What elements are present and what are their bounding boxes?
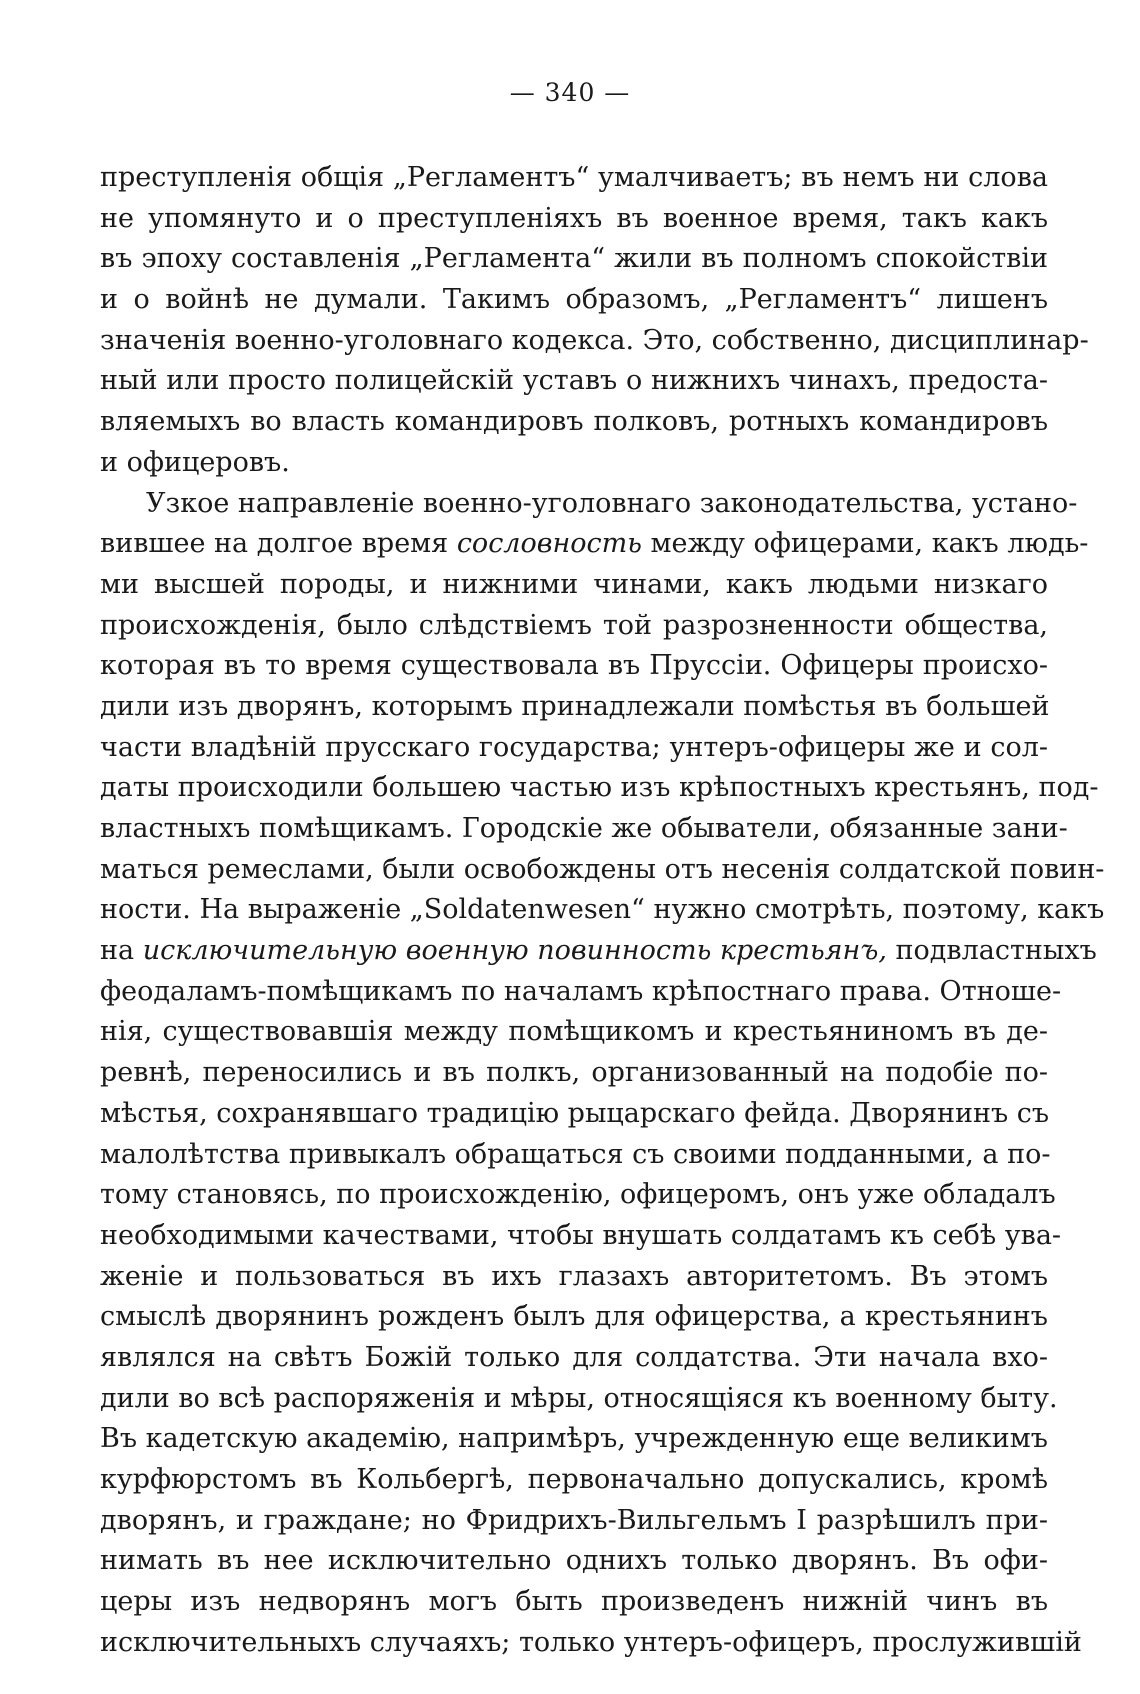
text-line: ми высшей породы, и нижними чинами, какъ людьми низкаго	[100, 568, 1048, 600]
text-line: властныхъ помѣщикамъ. Городскіе же обыватели, обязанные зани-	[100, 813, 1068, 844]
emphasis-text: сословность	[456, 528, 642, 560]
text-line	[100, 524, 1089, 565]
text-line: являлся на свѣтъ Божій только для солдатства. Эти начала вхо-	[100, 1341, 1048, 1373]
text-line: и о войнѣ не думали. Такимъ образомъ, „Регламентъ“ лишенъ	[100, 284, 1048, 316]
text-run: между офицерами, какъ людь-	[650, 528, 1089, 560]
text-line: которая въ то время существовала въ Пруссіи. Офицеры происхо-	[100, 650, 1048, 682]
text-line: малолѣтства привыкалъ обращаться съ своими подданными, а по-	[100, 1138, 1051, 1170]
text-line: тому становясь, по происхожденію, офицеромъ, онъ уже обладалъ	[100, 1179, 1056, 1211]
text-line: дили во всѣ распоряженія и мѣры, относящіяся къ военному быту.	[100, 1382, 1058, 1414]
text-line: феодаламъ-помѣщикамъ по началамъ крѣпостнаго права. Отноше-	[100, 975, 1062, 1007]
text-run: подвластныхъ	[895, 935, 1097, 967]
text-line: нимать въ нее исключительно однихъ только дворянъ. Въ офи-	[100, 1545, 1048, 1577]
text-line: нія, существовавшія между помѣщикомъ и крестьяниномъ въ де-	[100, 1016, 1048, 1048]
text-line: необходимыми качествами, чтобы внушать солдатамъ къ себѣ ува-	[100, 1219, 1062, 1251]
text-line: даты происходили большею частью изъ крѣпостныхъ крестьянъ, под-	[100, 772, 1099, 804]
text-line: мѣстья, сохранявшаго традицію рыцарскаго фейда. Дворянинъ съ	[100, 1097, 1050, 1129]
text-line: церы изъ недворянъ могъ быть произведенъ нижній чинъ въ	[100, 1586, 1048, 1618]
text-line: не упомянуто и о преступленіяхъ въ военное время, такъ какъ	[100, 202, 1048, 234]
text-line: преступленія общія „Регламентъ“ умалчиваетъ; въ немъ ни слова	[100, 162, 1048, 193]
text-line: курфюрстомъ въ Кольбергѣ, первоначально допускались, кромѣ	[100, 1464, 1048, 1495]
text-line	[100, 931, 1097, 972]
text-line: Узкое направленіе военно-уголовнаго законодательства, устано-	[146, 487, 1078, 519]
text-line: происхожденія, было слѣдствіемъ той разрозненности общества,	[100, 609, 1048, 641]
text-line: части владѣній прусскаго государства; унтеръ-офицеры же и сол-	[100, 731, 1048, 763]
text-line: дили изъ дворянъ, которымъ принадлежали помѣстья въ большей	[100, 690, 1050, 722]
text-line: вляемыхъ во власть командировъ полковъ, ротныхъ командировъ	[100, 406, 1048, 438]
text-body	[100, 158, 1105, 1663]
text-line: маться ремеслами, были освобождены отъ несенія солдатской повин-	[100, 853, 1105, 885]
text-line: смыслѣ дворянинъ рожденъ былъ для офицерства, а крестьянинъ	[100, 1301, 1048, 1333]
text-line: женіе и пользоваться въ ихъ глазахъ авторитетомъ. Въ этомъ	[100, 1260, 1048, 1292]
text-line: ный или просто полицейскій уставъ о нижнихъ чинахъ, предоста-	[100, 365, 1048, 397]
text-line: исключительныхъ случаяхъ; только унтеръ-офицеръ, прослужившій	[100, 1626, 1082, 1658]
page-number: — 340 —	[509, 78, 631, 107]
text-line: ности. На выраженіе „Soldatenwesen“ нужно смотрѣть, поэтому, какъ	[100, 894, 1105, 926]
text-line: значенія военно-уголовнаго кодекса. Это, собственно, дисциплинар-	[100, 324, 1089, 356]
text-line: въ эпоху составленія „Регламента“ жили въ полномъ спокойствіи	[100, 243, 1048, 275]
text-run: на	[100, 935, 135, 967]
text-line: и офицеровъ.	[100, 446, 290, 478]
text-run: вившее на долгое время	[100, 528, 449, 560]
emphasis-text: исключительную военную повинность крестьянъ,	[142, 935, 887, 967]
text-line: Въ кадетскую академію, напримѣръ, учрежденную еще великимъ	[100, 1423, 1048, 1455]
text-line: дворянъ, и граждане; но Фридрихъ-Вильгельмъ I разрѣшилъ при-	[100, 1504, 1048, 1536]
text-line: ревнѣ, переносились и въ полкъ, организованный на подобіе по-	[100, 1057, 1048, 1089]
